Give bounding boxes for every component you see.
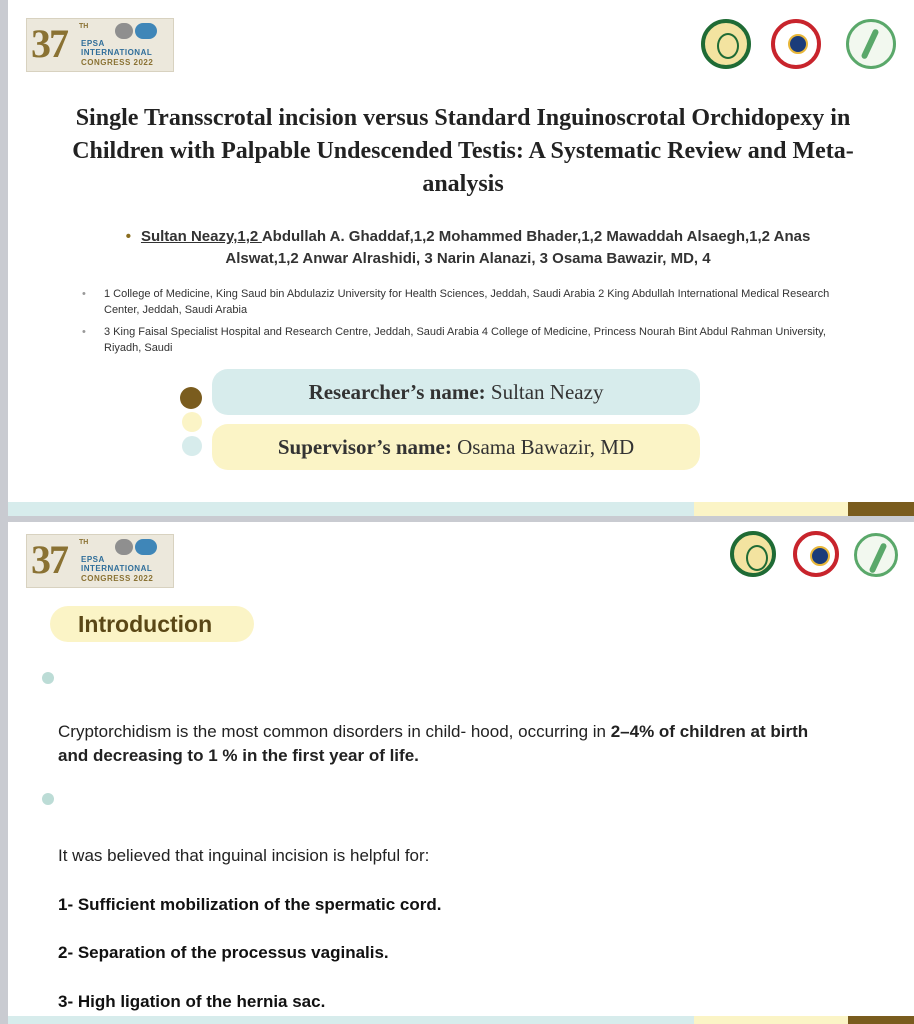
affiliation-bullet: • bbox=[82, 288, 86, 300]
bullet-dot bbox=[42, 672, 54, 684]
presenting-author: Sultan Neazy,1,2 bbox=[140, 228, 262, 245]
researcher-value: Sultan Neazy bbox=[485, 380, 604, 404]
logo-number: 37 bbox=[31, 537, 67, 582]
affiliation-bullet: • bbox=[82, 326, 86, 338]
logo-emblems-icon bbox=[115, 23, 159, 41]
author-bullet: • bbox=[125, 228, 131, 245]
decor-dot-teal bbox=[182, 436, 202, 456]
affiliation-2 bbox=[78, 324, 864, 356]
supervisor-name-box bbox=[212, 424, 700, 470]
researcher-name-box bbox=[212, 369, 700, 415]
ksau-hs-seal-icon bbox=[730, 531, 776, 577]
supervisor-value: Osama Bawazir, MD bbox=[451, 435, 635, 459]
list-item: 1- Sufficient mobilization of the spermatic cord. bbox=[58, 895, 442, 914]
slide-title bbox=[8, 0, 914, 516]
supervisor-label: Supervisor’s name: bbox=[277, 435, 452, 459]
footer-bar-yellow bbox=[694, 502, 848, 516]
logo-line-1: EPSA bbox=[81, 555, 105, 564]
logo-emblems-icon bbox=[115, 539, 159, 557]
intro-paragraph bbox=[58, 720, 818, 768]
logo-line-3: CONGRESS 2022 bbox=[81, 58, 154, 67]
footer-bar-teal bbox=[8, 1016, 694, 1024]
list-item: 3- High ligation of the hernia sac. bbox=[58, 992, 326, 1011]
ksau-hs-seal-icon bbox=[701, 19, 751, 69]
kfsh-seal-icon bbox=[854, 533, 898, 577]
footer-bar-teal bbox=[8, 502, 694, 516]
decor-dot-yellow bbox=[182, 412, 202, 432]
logo-superscript: TH bbox=[79, 539, 89, 546]
slide-introduction bbox=[8, 522, 914, 1024]
logo-number: 37 bbox=[31, 21, 67, 66]
footer-bar-brown bbox=[848, 1016, 914, 1024]
logo-superscript: TH bbox=[79, 23, 89, 30]
decor-dot-brown bbox=[180, 387, 202, 409]
ministry-seal-icon bbox=[771, 19, 821, 69]
logo-line-2: INTERNATIONAL bbox=[81, 564, 153, 573]
list-item: 2- Separation of the processus vaginalis. bbox=[58, 943, 389, 962]
ministry-seal-icon bbox=[793, 531, 839, 577]
bullet-dot bbox=[42, 793, 54, 805]
section-title-introduction: Introduction bbox=[50, 606, 254, 642]
epsa-congress-logo bbox=[26, 534, 174, 588]
affiliation-1 bbox=[78, 286, 864, 318]
affiliation-1-text: 1 College of Medicine, King Saud bin Abdulaziz University for Health Sciences, Jeddah, Saudi Arabia 2 King Abdullah International Medical Research Center, Jeddah, Saudi Arabia bbox=[104, 288, 830, 316]
logo-line-2: INTERNATIONAL bbox=[81, 48, 153, 57]
kfsh-seal-icon bbox=[846, 19, 896, 69]
intro-paragraph-text: Cryptorchidism is the most common disorders in child- hood, occurring in bbox=[58, 722, 611, 741]
logo-line-1: EPSA bbox=[81, 39, 105, 48]
footer-bar-brown bbox=[848, 502, 914, 516]
logo-line-3: CONGRESS 2022 bbox=[81, 574, 154, 583]
researcher-label: Researcher’s name: bbox=[308, 380, 486, 404]
footer-bar-yellow bbox=[694, 1016, 848, 1024]
intro-paragraph-emphasis: 2–4% of children at birth and decreasing to 1 % in the first year of life. bbox=[58, 722, 809, 765]
epsa-congress-logo bbox=[26, 18, 174, 72]
co-authors: Abdullah A. Ghaddaf,1,2 Mohammed Bhader,1,2 Mawaddah Alsaegh,1,2 Anas Alswat,1,2 Anwar Alrashidi, 3 Narin Alanazi, 3 Osama Bawazir, MD, 4 bbox=[225, 228, 811, 267]
affiliation-2-text: 3 King Faisal Specialist Hospital and Research Centre, Jeddah, Saudi Arabia 4 College of Medicine, Princess Nourah Bint Abdul Rahman University, Riyadh, Saudi bbox=[104, 326, 826, 354]
poster-title: Single Transscrotal incision versus Standard Inguinoscrotal Orchidopexy in Children with Palpable Undescended Testis: A Systematic Review and Meta-analysis bbox=[72, 105, 854, 197]
author-list bbox=[88, 226, 848, 270]
inguinal-lead-text: It was believed that inguinal incision is helpful for: bbox=[58, 846, 430, 865]
